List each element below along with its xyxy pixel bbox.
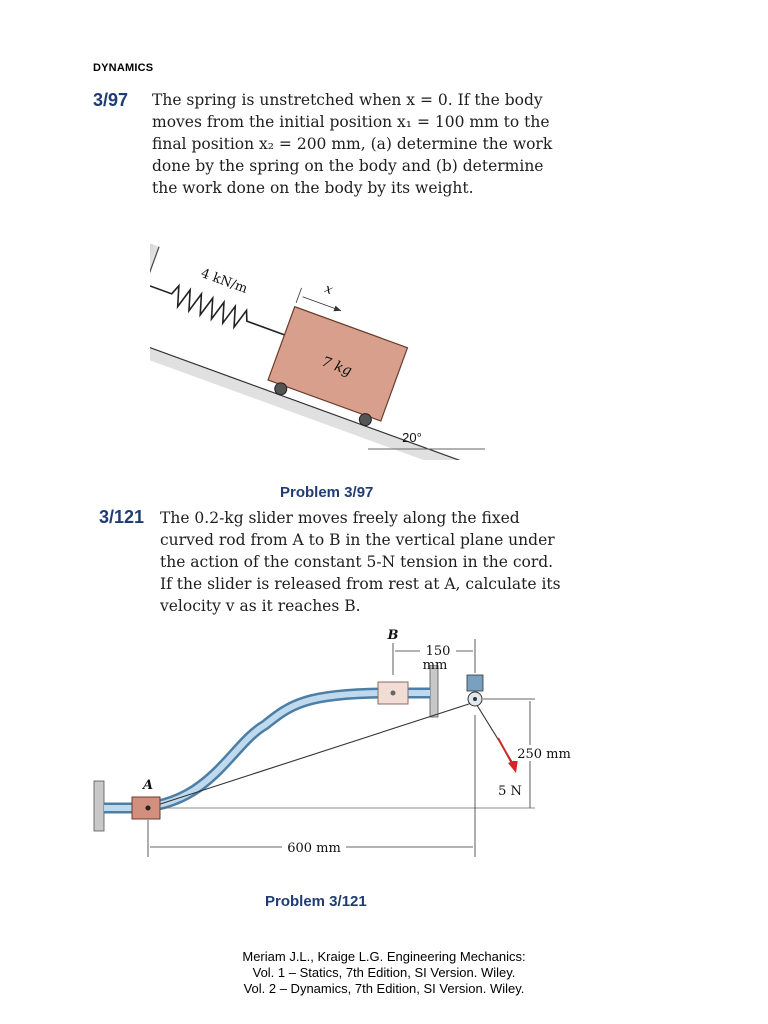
figure-caption: Problem 3/97 [280,484,374,501]
angle-label: 20° [402,430,422,445]
x-label: x [322,281,335,299]
statement-line: The spring is unstretched when x = 0. If the body [152,91,543,109]
statement-line: the work done on the body by its weight. [152,179,474,197]
cord [148,702,475,808]
slider-a-pin-icon [146,806,151,811]
statement-line: velocity v as it reaches B. [160,597,361,615]
incline-figure [150,220,560,460]
mass-label: 7 kg [319,353,354,380]
left-wall [94,781,104,831]
dim-250-label: 250 mm [517,747,571,762]
statement-line: moves from the initial position x₁ = 100 mm to the [152,113,550,131]
statement-line: the action of the constant 5-N tension in the cord. [160,553,554,571]
statement-line: If the slider is released from rest at A, calculate its [160,575,561,593]
force-label: 5 N [498,784,522,799]
x-arrowhead-icon [334,306,343,314]
figure-caption: Problem 3/121 [265,893,367,910]
statement-line: done by the spring on the body and (b) determine [152,157,544,175]
statement-line: curved rod from A to B in the vertical plane under [160,531,555,549]
spring-label: 4 kN/m [198,266,250,297]
statement-line: final position x₂ = 200 mm, (a) determine the work [152,135,553,153]
reference-line: Vol. 1 – Statics, 7th Edition, SI Version. Wiley. [252,965,516,980]
point-b-label: B [387,628,399,643]
statement-line: The 0.2-kg slider moves freely along the fixed [160,509,520,527]
pulley-bracket [467,675,483,691]
curved-rod-figure [90,625,590,860]
pulley-axle-icon [473,697,477,701]
reference-citation [120,949,648,997]
x-ref-line [296,288,301,303]
problem-number: 3/121 [99,507,145,527]
problem-statement [160,507,561,617]
slider-b-pin-icon [391,691,396,696]
problem-number: 3/97 [93,90,129,110]
reference-line: Meriam J.L., Kraige L.G. Engineering Mechanics: [242,949,526,964]
page-header: DYNAMICS [93,62,154,74]
dim-150-label: 150 [425,644,451,659]
problem-statement [152,89,584,199]
dim-150-unit: mm [422,658,448,673]
dim-600-label: 600 mm [287,841,341,856]
point-a-label: A [142,778,154,793]
reference-line: Vol. 2 – Dynamics, 7th Edition, SI Version. Wiley. [243,981,525,996]
